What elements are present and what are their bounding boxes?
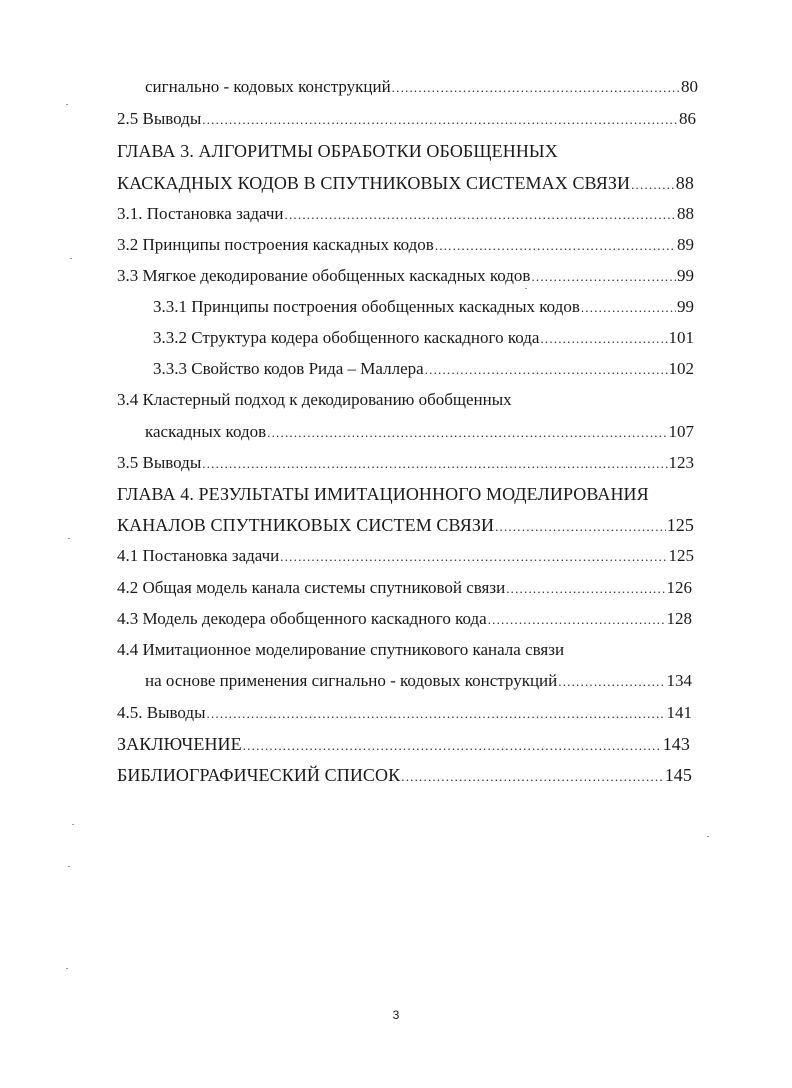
scan-speck xyxy=(707,836,709,837)
toc-leader xyxy=(558,671,665,693)
toc-page-number: 145 xyxy=(664,765,692,785)
toc-leader xyxy=(581,297,676,319)
toc-leader xyxy=(280,546,667,568)
toc-title: 3.3 Мягкое декодирование обобщенных каскадных кодов xyxy=(117,266,531,285)
toc-page-number: 107 xyxy=(668,422,694,441)
toc-line xyxy=(117,172,694,196)
toc-line xyxy=(117,764,692,788)
toc-leader xyxy=(392,77,680,99)
page-number: 3 xyxy=(392,1008,400,1022)
toc-page-number: 125 xyxy=(666,515,694,535)
toc-leader xyxy=(540,328,667,350)
toc-line xyxy=(117,733,690,757)
toc-title: БИБЛИОГРАФИЧЕСКИЙ СПИСОК xyxy=(117,765,401,785)
toc-leader xyxy=(425,359,668,381)
toc-title: на основе применения сигнально - кодовых конструкций xyxy=(145,671,558,690)
toc-chapter-heading xyxy=(117,140,558,162)
toc-leader xyxy=(495,516,666,538)
toc-line xyxy=(117,108,696,131)
toc-page-number: 126 xyxy=(666,578,692,597)
toc-title: 4.3 Модель декодера обобщенного каскадного кода xyxy=(117,609,487,628)
toc-title: 3.2 Принципы построения каскадных кодов xyxy=(117,235,434,254)
toc-page-number: 88 xyxy=(675,173,694,193)
toc-title: 3.4 Кластерный подход к декодированию обобщенных xyxy=(117,390,512,409)
toc-title: 2.5 Выводы xyxy=(117,109,202,128)
toc-page-number: 134 xyxy=(666,671,692,690)
toc-line xyxy=(117,702,692,725)
toc-page-number: 99 xyxy=(677,297,694,316)
toc-title: ГЛАВА 3. АЛГОРИТМЫ ОБРАБОТКИ ОБОБЩЕННЫХ xyxy=(117,141,558,161)
toc-chapter-heading xyxy=(117,483,649,505)
toc-title: 3.3.3 Свойство кодов Рида – Маллера xyxy=(153,359,424,378)
toc-title: 4.5. Выводы xyxy=(117,703,206,722)
toc-line xyxy=(153,327,694,350)
toc-leader xyxy=(531,266,676,288)
toc-title: 3.3.2 Структура кодера обобщенного каскадного кода xyxy=(153,328,540,347)
toc-title: 4.1 Постановка задачи xyxy=(117,546,280,565)
toc-line xyxy=(117,234,694,257)
scan-speck xyxy=(70,258,72,259)
toc-leader xyxy=(401,766,663,788)
toc-leader xyxy=(243,735,662,757)
toc-leader xyxy=(207,703,666,725)
toc-leader xyxy=(285,204,676,226)
toc-line xyxy=(145,76,698,99)
toc-title: сигнально - кодовых конструкций xyxy=(145,77,391,96)
toc-title: 3.5 Выводы xyxy=(117,453,202,472)
toc-title: 3.1. Постановка задачи xyxy=(117,204,284,223)
toc-page-number: 128 xyxy=(666,609,692,628)
toc-page-number: 99 xyxy=(677,266,694,285)
toc-title: 4.2 Общая модель канала системы спутниковой связи xyxy=(117,578,506,597)
toc-page-number: 143 xyxy=(662,734,690,754)
toc-line xyxy=(153,358,694,381)
scan-speck xyxy=(68,538,70,539)
toc-page-number: 123 xyxy=(668,453,694,472)
toc-page-number: 101 xyxy=(668,328,694,347)
toc-line xyxy=(145,670,692,693)
toc-line xyxy=(117,265,694,288)
toc-title: каскадных кодов xyxy=(145,422,267,441)
toc-page-number: 89 xyxy=(677,235,694,254)
scan-speck xyxy=(525,288,527,289)
toc-page-number: 141 xyxy=(666,703,692,722)
toc-line xyxy=(145,421,694,444)
toc-line xyxy=(117,639,564,661)
toc-title: КАСКАДНЫХ КОДОВ В СПУТНИКОВЫХ СИСТЕМАХ СВЯЗИ xyxy=(117,173,631,193)
toc-leader xyxy=(435,235,676,257)
toc-line xyxy=(117,452,694,475)
toc-page-number: 86 xyxy=(679,109,696,128)
scan-speck xyxy=(66,104,68,105)
toc-leader xyxy=(202,109,678,131)
toc-page-number: 88 xyxy=(677,204,694,223)
toc-page-number: 102 xyxy=(668,359,694,378)
toc-leader xyxy=(202,453,667,475)
toc-page-number: 125 xyxy=(668,546,694,565)
scan-speck xyxy=(72,824,74,825)
toc-title: ГЛАВА 4. РЕЗУЛЬТАТЫ ИМИТАЦИОННОГО МОДЕЛИРОВАНИЯ xyxy=(117,484,649,504)
toc-line xyxy=(117,203,694,226)
toc-leader xyxy=(488,609,666,631)
toc-line xyxy=(117,389,512,411)
toc-title: 4.4 Имитационное моделирование спутникового канала связи xyxy=(117,640,565,659)
toc-line xyxy=(117,545,694,568)
scan-speck xyxy=(66,968,68,969)
toc-line xyxy=(153,296,694,319)
toc-leader xyxy=(506,578,665,600)
toc-line xyxy=(117,608,692,631)
toc-leader xyxy=(267,422,667,444)
toc-line xyxy=(117,514,694,538)
toc-leader xyxy=(631,174,675,196)
scan-speck xyxy=(68,866,70,867)
toc-title: КАНАЛОВ СПУТНИКОВЫХ СИСТЕМ СВЯЗИ xyxy=(117,515,495,535)
toc-page-number: 80 xyxy=(681,77,698,96)
toc-title: ЗАКЛЮЧЕНИЕ xyxy=(117,734,242,754)
toc-line xyxy=(117,577,692,600)
toc-title: 3.3.1 Принципы построения обобщенных каскадных кодов xyxy=(153,297,580,316)
